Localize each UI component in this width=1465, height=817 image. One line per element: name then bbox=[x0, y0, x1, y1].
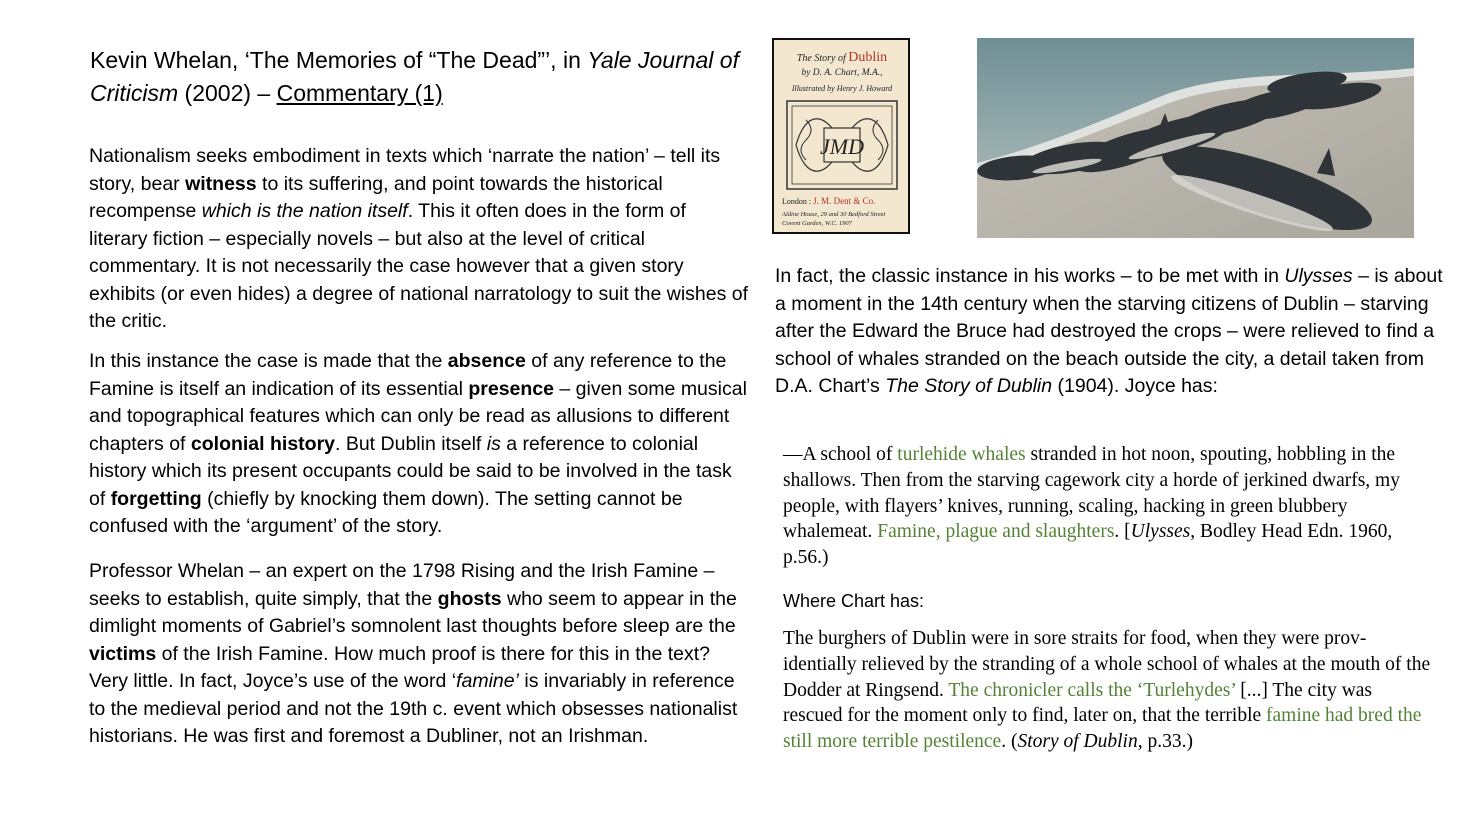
quote-chart: The burghers of Dublin were in sore straits for food, when they were prov-identially relieved by the stranding of a whole school of whales at the mouth of the Dodder at Ringsend. The chronicler calls the ‘Turlehydes’ [...] The city was rescued for the moment only to find, later on, that the terrible famine had bred the still more terrible pestilence. (Story of Dublin, p.33.) bbox=[783, 628, 1431, 753]
title-text: Kevin Whelan, ‘The Memories of “The Dead”’, in bbox=[90, 47, 588, 73]
paragraph-ulysses: In fact, the classic instance in his works – to be met with in Ulysses – is about a moment in the 14th century when the starving citizens of Dublin – starving after the Edward the Bruce had destroyed the crops – were relieved to find a school of whales stranded on the beach outside the city, a detail taken from D.A. Chart’s The Story of Dublin (1904). Joyce has: bbox=[775, 265, 1443, 397]
svg-text:JMD: JMD bbox=[820, 134, 864, 159]
quote-ulysses: —A school of turlehide whales stranded in hot noon, spouting, hobbling in the shallows. Then from the starving cagework city a horde of jerkined dwarfs, my people, with flayers’ knives, running, scaling, hacking in green blubbery whalemeat. Famine, plague and slaughters. [Ulysses, Bodley Head Edn. 1960, p.56.) bbox=[783, 444, 1400, 569]
paragraph-absence: In this instance the case is made that the absence of any reference to the Famine is itself an indication of its essential presence – given some musical and topographical features which can only be read as allusions to different chapters of colonial history. But Dublin itself is a reference to colonial history which its present occupants could be said to be involved in the task of forgetting (chiefly by knocking them down). The setting cannot be confused with the ‘argument’ of the story. bbox=[89, 350, 747, 537]
paragraph-nationalism: Nationalism seeks embodiment in texts which ‘narrate the nation’ – tell its story, bear witness to its suffering, and point towards the historical recompense which is the nation itself. This it often does in the form of literary fiction – especially novels – but also at the level of critical commentary. It is not necessarily the case however that a given story exhibits (or even hides) a degree of national narratology to suit the wishes of the critic. bbox=[89, 145, 749, 332]
title-year: (2002) – bbox=[178, 80, 277, 106]
title-commentary: Commentary (1) bbox=[276, 80, 443, 106]
book-publisher: London : J. M. Dent & Co. bbox=[782, 196, 876, 206]
book-title-line: The Story of Dublin bbox=[796, 50, 888, 65]
book-author-line: by D. A. Chart, M.A., bbox=[801, 68, 883, 78]
title-journal: Yale Journal of Criticism bbox=[90, 47, 739, 106]
book-cover-image bbox=[772, 38, 910, 234]
paragraph-whelan: Professor Whelan – an expert on the 1798 Rising and the Irish Famine – seeks to establish, quite simply, that the ghosts who seem to appear in the dimlight moments of Gabriel’s somnolent last thoughts before sleep are the victims of the Irish Famine. How much proof is there for this in the text? Very little. In fact, Joyce’s use of the word ‘famine’ is invariably in reference to the medieval period and not the 19th c. event which obsesses nationalist historians. He was first and foremost a Dubliner, not an Irishman. bbox=[89, 560, 738, 747]
book-illustrator-line: Illustrated by Henry J. Howard bbox=[791, 84, 893, 93]
book-address: Aldine House, 29 and 30 Bedford Street Covent Garden, W.C. 1907 bbox=[782, 211, 886, 227]
slide-title bbox=[90, 44, 750, 110]
stranded-whales-photo bbox=[977, 38, 1414, 238]
book-ornament-icon bbox=[786, 100, 898, 190]
where-chart-label: Where Chart has: bbox=[783, 591, 925, 611]
